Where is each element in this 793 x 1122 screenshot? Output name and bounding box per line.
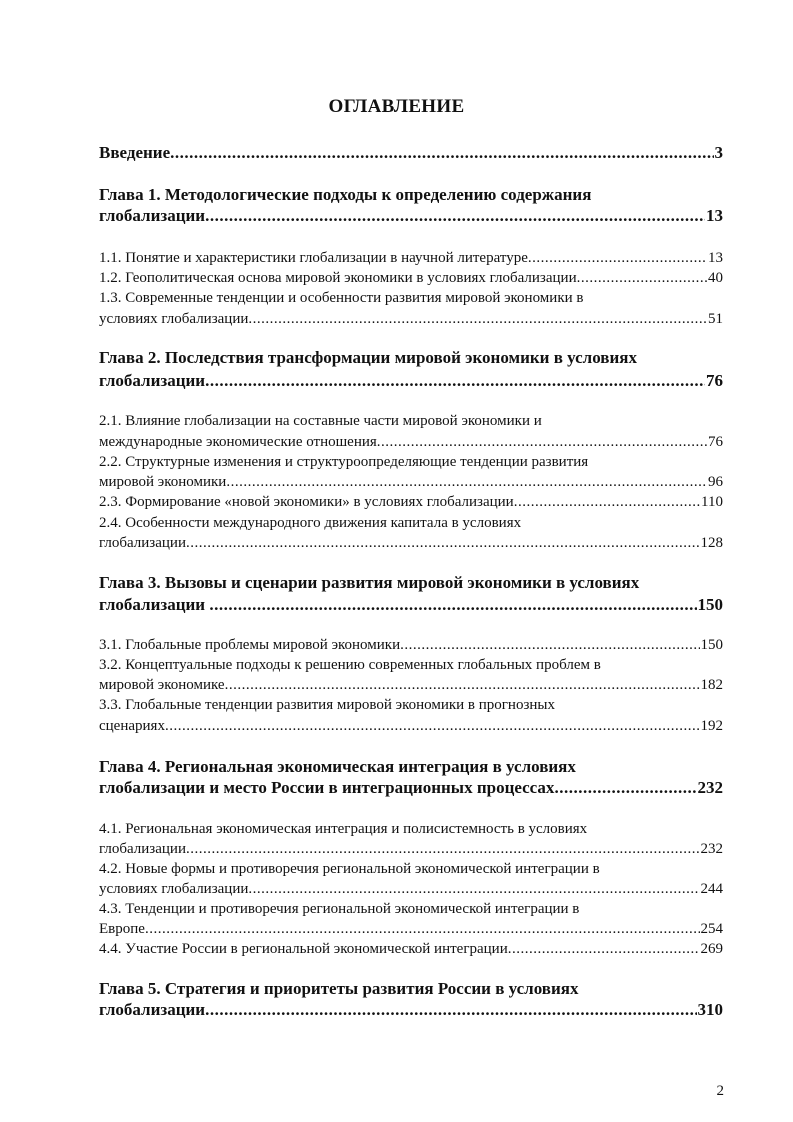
chapter-1-title[interactable]: Глава 1. Методологические подходы к определению содержания [99, 185, 592, 204]
section-1-3[interactable]: условиях глобализации ..... 51 [99, 309, 723, 329]
section-1-3-title[interactable]: 1.3. Современные тенденции и особенности развития мировой экономики в [99, 290, 584, 306]
section-1-2[interactable]: 1.2. Геополитическая основа мировой экономики в условиях глобализации ..... 40 [99, 268, 723, 288]
section-4-1-title[interactable]: 4.1. Региональная экономическая интеграция и полисистемность в условиях [99, 821, 588, 837]
section-2-4-title[interactable]: 2.4. Особенности международного движения капитала в условиях [99, 515, 522, 531]
section-4-3-title[interactable]: 4.3. Тенденции и противоречия региональной экономической интеграции в [99, 901, 580, 917]
intro-entry[interactable]: Введение ..... 3 [99, 143, 723, 163]
section-2-1-title[interactable]: 2.1. Влияние глобализации на составные части мировой экономики и [99, 413, 542, 429]
chapter-4-title[interactable]: Глава 4. Региональная экономическая интеграция в условиях [99, 757, 576, 776]
section-2-4[interactable]: глобализации ..... 128 [99, 533, 723, 553]
section-4-2-title[interactable]: 4.2. Новые формы и противоречия региональной экономической интеграции в [99, 861, 600, 877]
section-3-1[interactable]: 3.1. Глобальные проблемы мировой экономики ..... 150 [99, 635, 723, 655]
section-2-3[interactable]: 2.3. Формирование «новой экономики» в условиях глобализации ..... 110 [99, 492, 723, 512]
section-2-2[interactable]: мировой экономики ..... 96 [99, 472, 723, 492]
chapter-1-entry[interactable]: глобализации ..... 13 [99, 206, 723, 226]
page-number: 2 [716, 1083, 724, 1099]
section-3-3[interactable]: сценариях ..... 192 [99, 716, 723, 736]
chapter-5-entry[interactable]: глобализации ..... 310 [99, 1000, 723, 1020]
section-4-1[interactable]: глобализации ..... 232 [99, 839, 723, 859]
section-3-3-title[interactable]: 3.3. Глобальные тенденции развития мировой экономики в прогнозных [99, 697, 555, 713]
section-3-2-title[interactable]: 3.2. Концептуальные подходы к решению современных глобальных проблем в [99, 657, 601, 673]
section-4-2[interactable]: условиях глобализации ..... 244 [99, 879, 723, 899]
chapter-3-title[interactable]: Глава 3. Вызовы и сценарии развития мировой экономики в условиях [99, 573, 640, 592]
page-title: ОГЛАВЛЕНИЕ [328, 96, 465, 117]
section-2-1[interactable]: международные экономические отношения ..... 76 [99, 432, 723, 452]
chapter-4-entry[interactable]: глобализации и место России в интеграционных процессах ..... 232 [99, 778, 723, 798]
chapter-2-title[interactable]: Глава 2. Последствия трансформации мировой экономики в условиях [99, 348, 637, 367]
chapter-5-title[interactable]: Глава 5. Стратегия и приоритеты развития России в условиях [99, 979, 579, 998]
section-4-3[interactable]: Европе ..... 254 [99, 919, 723, 939]
chapter-3-entry[interactable]: глобализации ..... 150 [99, 595, 723, 615]
section-4-4[interactable]: 4.4. Участие России в региональной экономической интеграции ..... 269 [99, 939, 723, 959]
section-1-1[interactable]: 1.1. Понятие и характеристики глобализации в научной литературе ..... 13 [99, 248, 723, 268]
section-2-2-title[interactable]: 2.2. Структурные изменения и структуроопределяющие тенденции развития [99, 454, 589, 470]
section-3-2[interactable]: мировой экономике ..... 182 [99, 675, 723, 695]
chapter-2-entry[interactable]: глобализации ..... 76 [99, 371, 723, 391]
